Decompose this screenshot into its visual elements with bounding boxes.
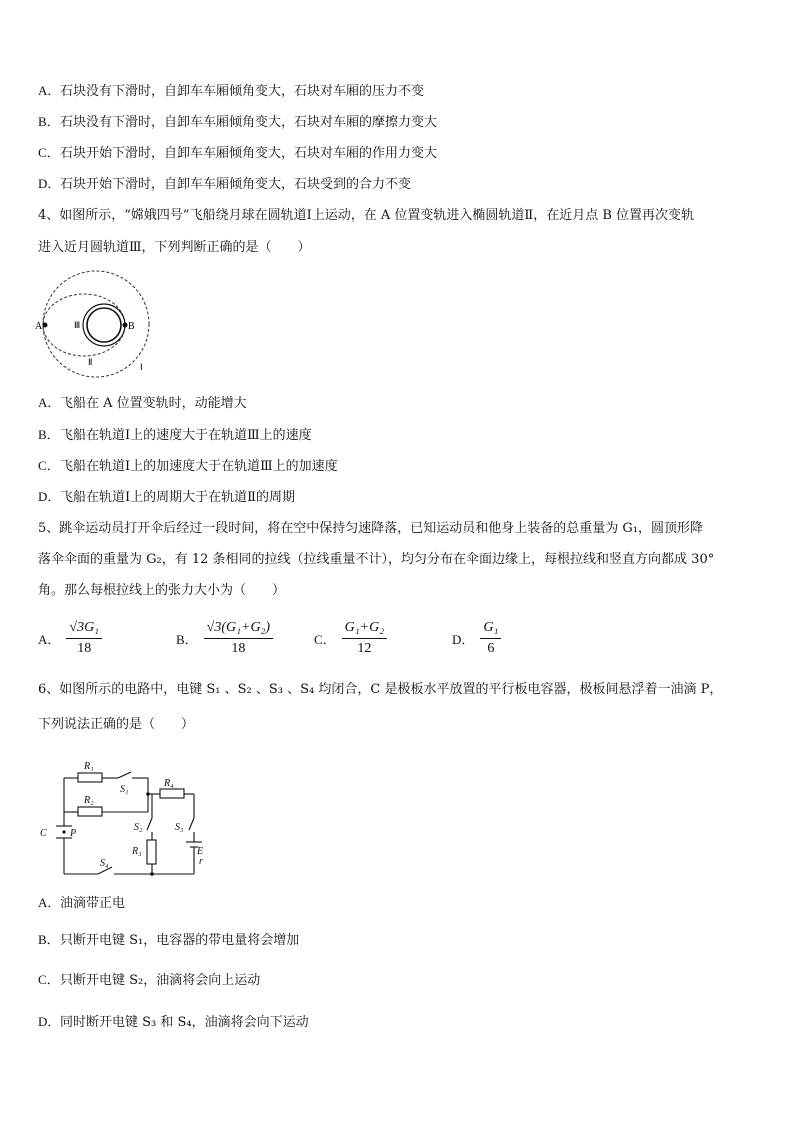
option-text: 石块没有下滑时，自卸车车厢倾角变大，石块对车厢的摩擦力变大 (60, 115, 438, 130)
option-label: D． (452, 632, 475, 647)
fraction (66, 618, 102, 659)
label-s3: S₃ (175, 822, 184, 833)
label-a: A (35, 321, 43, 332)
option-label: D． (38, 1014, 61, 1029)
q4-option-d (38, 488, 295, 507)
q5-option-d (452, 618, 501, 659)
label-orbit-1: Ⅰ (140, 362, 143, 372)
q5-stem-line3: 角。那么每根拉线上的张力大小为（ ） (38, 583, 286, 598)
label-s1: S₁ (120, 784, 129, 795)
option-label: C． (38, 458, 60, 473)
option-label: D． (38, 489, 61, 504)
q6-stem-line1: 6、如图所示的电路中，电键 S₁ 、S₂ 、S₃ 、S₄ 均闭合，C 是极板水平放置的平行板电容器，极板间悬浮着一油滴 P， (38, 682, 723, 697)
q6-stem-line2: 下列说法正确的是（ ） (38, 717, 195, 732)
q5-stem-line1: 5、跳伞运动员打开伞后经过一段时间，将在空中保持匀速降落，已知运动员和他身上装备的总重量为 G₁，圆顶形降 (38, 521, 704, 536)
orbit-2 (43, 294, 125, 356)
denominator: 18 (231, 641, 246, 656)
option-label: A． (38, 632, 61, 647)
label-c: C (40, 828, 47, 839)
option-text: 油滴带正电 (60, 896, 126, 911)
oil-drop (62, 830, 65, 833)
denominator: 18 (77, 641, 92, 656)
q4-stem-line1: 4、如图所示，“嫦娥四号”飞船绕月球在圆轨道Ⅰ上运动，在 A 位置变轨进入椭圆轨道Ⅱ，在近月点 B 位置再次变轨 (38, 208, 695, 223)
label-r2: R₂ (84, 795, 94, 806)
q6-option-a (38, 894, 125, 913)
q3-option-c (38, 144, 437, 163)
orbit-diagram (34, 268, 166, 380)
resistor-r1 (78, 773, 102, 782)
denominator: 6 (487, 641, 495, 656)
q3-option-d (38, 175, 411, 194)
option-label: B． (38, 114, 60, 129)
label-orbit-3: Ⅲ (74, 320, 81, 330)
circuit-diagram (36, 756, 206, 878)
option-label: B． (38, 427, 60, 442)
label-orbit-2: Ⅱ (88, 357, 93, 367)
option-text: 同时断开电键 S₃ 和 S₄，油滴将会向下运动 (60, 1015, 309, 1030)
q5-option-c (314, 618, 387, 659)
fraction (204, 618, 273, 659)
option-text: 只断开电键 S₁，电容器的带电量将会增加 (60, 933, 300, 948)
q6-option-c (38, 971, 260, 990)
option-label: C． (314, 632, 336, 647)
q5-option-b (176, 618, 273, 659)
node (146, 792, 150, 796)
label-e: E (197, 846, 204, 857)
denominator: 12 (357, 641, 372, 656)
q4-option-b (38, 426, 312, 445)
option-label: A． (38, 83, 61, 98)
label-r4: R₄ (164, 778, 174, 789)
node (150, 872, 154, 876)
q3-option-b (38, 113, 437, 132)
label-p: P (70, 828, 77, 839)
q5-stem-line2: 落伞伞面的重量为 G₂，有 12 条相同的拉线（拉线重量不计），均匀分布在伞面边缘上，每根拉线和竖直方向都成 30° (38, 552, 715, 567)
option-text: 石块开始下滑时，自卸车车厢倾角变大，石块对车厢的作用力变大 (60, 146, 438, 161)
q3-option-a (38, 82, 424, 101)
label-r3: R₃ (132, 846, 142, 857)
option-text: 飞船在轨道Ⅰ上的加速度大于在轨道Ⅲ上的加速度 (60, 459, 338, 474)
fraction (342, 618, 387, 659)
resistor-r4 (160, 789, 184, 798)
option-text: 石块没有下滑时，自卸车车厢倾角变大，石块对车厢的压力不变 (60, 84, 425, 99)
q6-option-d (38, 1013, 309, 1032)
point-b (123, 323, 128, 328)
option-text: 飞船在轨道Ⅰ上的速度大于在轨道Ⅲ上的速度 (60, 428, 312, 443)
numerator: √3(G₁+G₂) (204, 618, 273, 639)
label-s2: S₂ (134, 822, 143, 833)
option-text: 飞船在 A 位置变轨时，动能增大 (60, 396, 247, 411)
moon (87, 308, 121, 342)
option-label: A． (38, 895, 61, 910)
option-text: 只断开电键 S₂，油滴将会向上运动 (60, 973, 261, 988)
q4-stem-line2: 进入近月圆轨道Ⅲ，下列判断正确的是（ ） (38, 240, 311, 255)
option-text: 石块开始下滑时，自卸车车厢倾角变大，石块受到的合力不变 (60, 177, 412, 192)
label-b: B (128, 321, 135, 332)
option-label: B． (38, 932, 60, 947)
q4-option-c (38, 457, 338, 476)
label-r: r (199, 856, 203, 867)
q5-option-a (38, 618, 102, 659)
option-label: B． (176, 632, 198, 647)
numerator: √3G₁ (66, 618, 102, 639)
q4-option-a (38, 394, 247, 413)
q6-option-b (38, 931, 299, 950)
option-label: C． (38, 145, 60, 160)
option-text: 飞船在轨道Ⅰ上的周期大于在轨道Ⅱ的周期 (60, 490, 295, 505)
numerator: G₁ (480, 618, 501, 639)
point-a (43, 323, 48, 328)
option-label: A． (38, 395, 61, 410)
fraction (480, 618, 501, 659)
label-r1: R₁ (84, 761, 94, 772)
resistor-r3 (147, 840, 156, 864)
resistor-r2 (78, 807, 102, 816)
label-s4: S₄ (100, 858, 109, 869)
orbit-3 (83, 304, 125, 346)
numerator: G₁+G₂ (342, 618, 387, 639)
option-label: D． (38, 176, 61, 191)
option-label: C． (38, 972, 60, 987)
